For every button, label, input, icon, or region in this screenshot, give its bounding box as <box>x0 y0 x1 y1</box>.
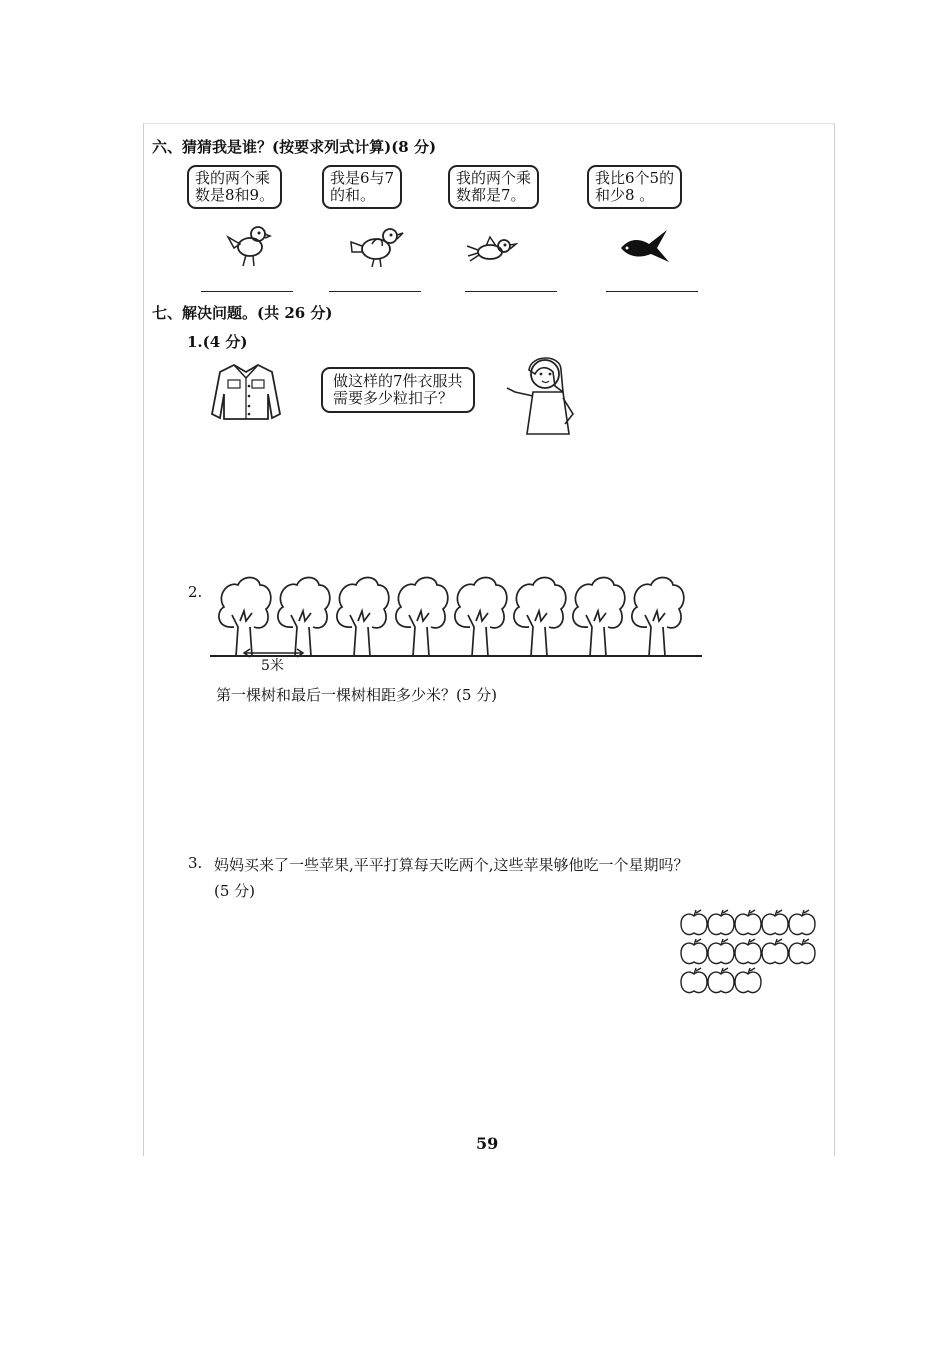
bubble-2-line1: 我是6与7 <box>330 169 395 187</box>
q3-label: 3. <box>188 854 203 872</box>
page-number: 59 <box>476 1134 499 1153</box>
shirt-icon <box>210 362 282 422</box>
bubble-3 <box>448 165 539 209</box>
distance-label: 5米 <box>261 658 284 674</box>
bird-icon <box>350 222 404 268</box>
q1-speech-bubble <box>321 367 475 413</box>
bubble-1-line1: 我的两个乘 <box>195 169 271 187</box>
apple-icon <box>708 910 734 935</box>
tree-icon <box>455 578 507 657</box>
bubble-4 <box>587 165 682 209</box>
bubble-4-line1: 我比6个5的 <box>595 169 675 187</box>
answer-line-2[interactable] <box>329 291 421 292</box>
apple-icon <box>708 968 734 993</box>
bubble-3-line2: 数都是7。 <box>456 186 526 204</box>
answer-line-1[interactable] <box>201 291 293 292</box>
tree-icon <box>632 578 684 657</box>
q1-speech-line2: 需要多少粒扣子？ <box>333 389 454 407</box>
tree-icon <box>278 578 330 657</box>
tree-icon <box>219 578 271 657</box>
girl-icon <box>503 352 577 442</box>
bubble-2-line2: 的和。 <box>330 186 376 204</box>
q2-label: 2. <box>188 583 203 601</box>
q1-speech-line1: 做这样的7件衣服共 <box>333 372 463 390</box>
bubble-3-line1: 我的两个乘 <box>456 169 532 187</box>
apple-icon <box>789 939 815 964</box>
apple-icon <box>681 968 707 993</box>
apple-icon <box>762 939 788 964</box>
bird-icon <box>466 236 516 268</box>
bird-icon <box>226 222 270 268</box>
bubble-1 <box>187 165 282 209</box>
bubble-1-line2: 数是8和9。 <box>195 186 275 204</box>
answer-line-4[interactable] <box>606 291 698 292</box>
q1-label: 1.(4 分) <box>187 333 248 351</box>
tree-icon <box>337 578 389 657</box>
apple-icon <box>735 910 761 935</box>
answer-line-3[interactable] <box>465 291 557 292</box>
apple-icon <box>708 939 734 964</box>
swallow-icon <box>617 226 669 266</box>
q2-question: 第一棵树和最后一棵树相距多少米？(5 分) <box>216 686 498 704</box>
section6-title: 六、猜猜我是谁？(按要求列式计算)(8 分) <box>152 138 437 156</box>
section7-title: 七、解决问题。(共 26 分) <box>152 304 333 322</box>
tree-row <box>210 575 705 675</box>
tree-icon <box>573 578 625 657</box>
apple-icon <box>681 910 707 935</box>
tree-icon <box>514 578 566 657</box>
apple-grid <box>680 908 826 998</box>
q3-points: (5 分) <box>214 882 256 900</box>
apple-icon <box>789 910 815 935</box>
q3-question: 妈妈买来了一些苹果,平平打算每天吃两个,这些苹果够他吃一个星期吗？ <box>214 856 689 874</box>
apple-icon <box>762 910 788 935</box>
tree-icon <box>396 578 448 657</box>
bubble-4-line2: 和少8 。 <box>595 186 655 204</box>
apple-icon <box>735 968 761 993</box>
apple-icon <box>681 939 707 964</box>
bubble-2 <box>322 165 402 209</box>
apple-icon <box>735 939 761 964</box>
